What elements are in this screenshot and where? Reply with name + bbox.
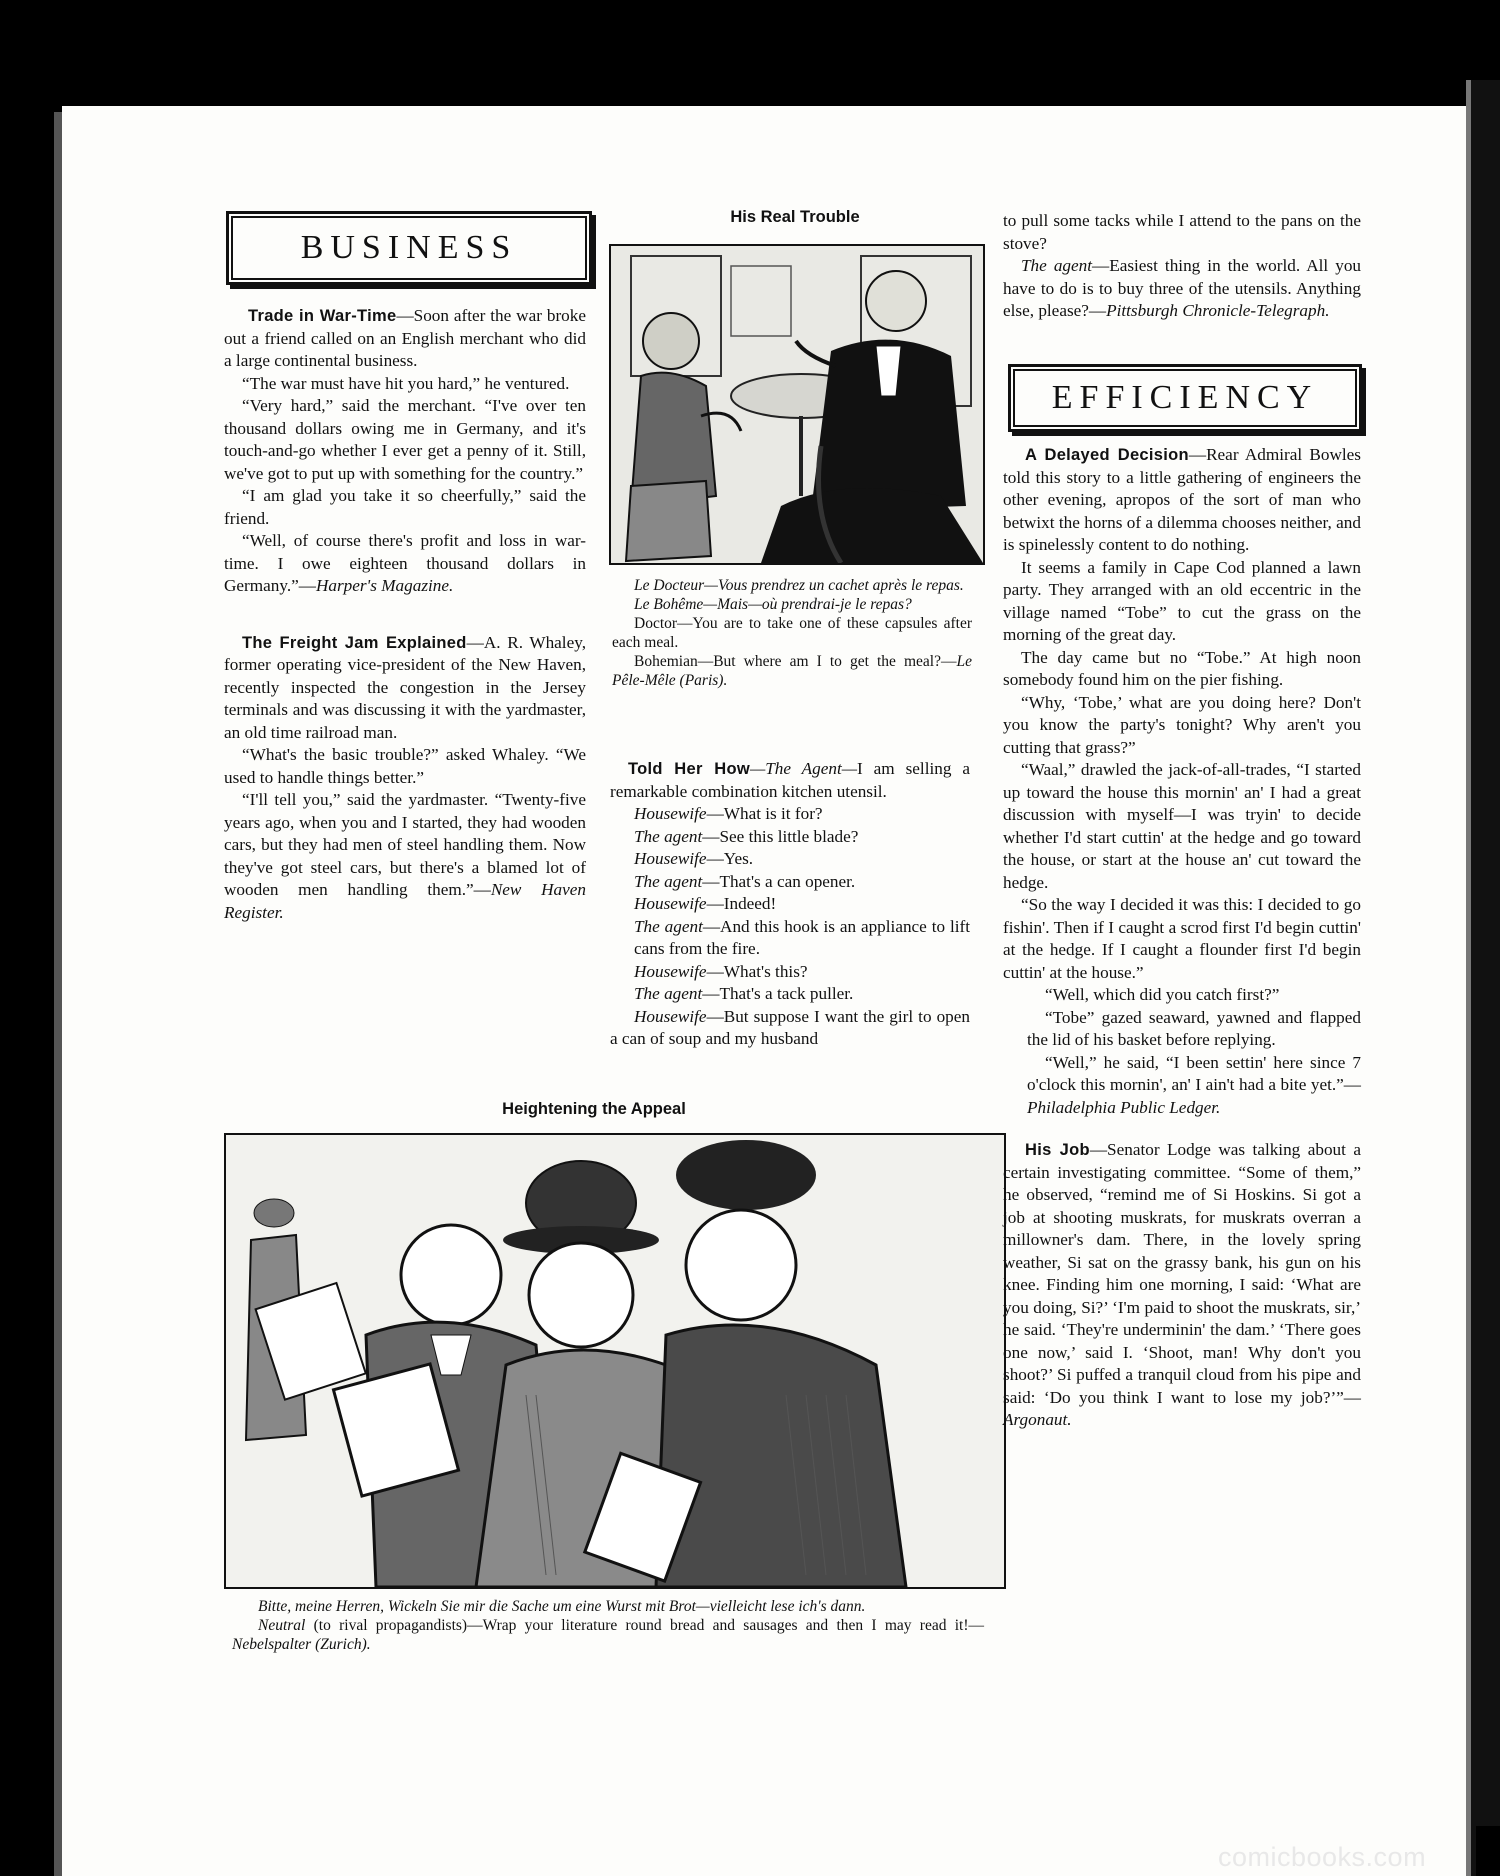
caption-his-real-trouble: Le Docteur—Vous prendrez un cachet après le repas. Le Bohême—Mais—où prendrai-je le repas? Doctor—You are to take one of these capsules after each meal. Bohemian—But where am I to get the meal?—Le Pêle-Mêle (Paris).	[612, 577, 972, 689]
cartoon-title-heightening-the-appeal: Heightening the Appeal	[502, 1100, 686, 1118]
efficiency-section-header	[1008, 364, 1362, 432]
dialogue-line: Housewife—Yes.	[634, 849, 754, 868]
book-spine-edge	[1466, 80, 1500, 1876]
article-title: His Job	[1025, 1141, 1090, 1159]
paragraph: “Very hard,” said the merchant. “I've over ten thousand dollars owing me in Germany, and it's touch-and-go whether I ever get a penny of it. Still, we've got to put up with something for the country.”	[224, 396, 586, 483]
paragraph: “What's the basic trouble?” asked Whaley. “We used to handle things better.”	[224, 745, 586, 787]
dialogue-line: Housewife—But suppose I want the girl to open a can of soup and my husband	[610, 1006, 970, 1048]
propagandists-illustration	[226, 1135, 1004, 1587]
article-title: The Freight Jam Explained	[242, 633, 467, 652]
efficiency-section-title: EFFICIENCY	[1013, 369, 1357, 427]
dialogue-line: The agent—See this little blade?	[634, 826, 859, 846]
article-trade-in-war-time: Trade in War-Time—Soon after the war broke out a friend called on an English merchant who did a large continental business.	[224, 306, 586, 370]
paragraph: “I am glad you take it so cheerfully,” said the friend.	[224, 486, 586, 528]
source-credit: Argonaut.	[1003, 1410, 1072, 1429]
efficiency-column: A Delayed Decision—Rear Admiral Bowles told this story to a little gathering of engineers the other evening, apropos of the sort of man who betwixt the horns of a dilemma chooses neither, and is spinelessly content to do nothing. It seems a family in Cape Cod planned a lawn party. They arranged with an old eccentric in the village named “Tobe” to cut the grass on the morning of the great day. The day came but no “Tobe.” At high noon somebody found him on the pier fishing. “Why, ‘Tobe,’ what are you doing here? Don't you know the party's tonight? Why aren't you cutting that grass?” “Waal,” drawled the jack-of-all-trades, “I started up toward the house this mornin' an' I had a great discussion with myself—I was tryin' to decide whether I'd start cuttin' at the hedge and go toward the house, or start at the house an' cut toward the hedge. “So the way I decided it was this: I decided to go fishin'. Then if I caught a scrod first I'd begin cuttin' at the hedge. If I caught a flounder first I'd begin cuttin' at the house.” “Well, which did you catch first?” “Tobe” gazed seaward, yawned and flapped the lid of his basket before replying. “Well,” he said, “I been settin' here since 7 o'clock this mornin', an' I ain't had a bite yet.”—Philadelphia Public Ledger. His Job—Senator Lodge was talking about a certain investigating committee. “Some of them,” he observed, “remind me of Si Hoskins. Si got a job at shooting muskrats, for muskrats overran a millowner's dam. There, in the lovely spring weather, Si sat on the grassy bank, his gun on his knee. Finding him one morning, I said: ‘What are you doing, Si?’ ‘I'm paid to shoot the muskrats, sir,’ he said. ‘They're underminin' the dam.’ ‘There goes one now,’ said I. ‘Shoot, man! Why don't you shoot?’ Si puffed a tranquil cloud from his pipe and said: ‘Do you think I want to lose my job?’”—Argonaut.	[1003, 444, 1361, 1432]
dialogue-line: Housewife—What is it for?	[634, 804, 823, 823]
paragraph: “Well, of course there's profit and loss in war-time. I owe eighteen thousand dollars in Germany.”—Harper's Magazine.	[224, 531, 586, 595]
source-credit: New Haven Register.	[224, 880, 586, 922]
article-delayed-decision: A Delayed Decision—Rear Admiral Bowles told this story to a little gathering of engineers the other evening, apropos of the sort of man who betwixt the horns of a dilemma chooses neither, and is spinelessly content to do nothing.	[1003, 445, 1361, 554]
article-title: Trade in War-Time	[248, 307, 397, 325]
dialogue-line: The agent—That's a tack puller.	[634, 984, 854, 1003]
source-credit: Nebelspalter (Zurich).	[232, 1636, 371, 1653]
told-her-how-continued: to pull some tacks while I attend to the pans on the stove? The agent—Easiest thing in the world. All you have to do is to buy three of the utensils. Anything else, please?—Pittsburgh Chronicle-Telegraph.	[1003, 211, 1362, 320]
business-section-header	[226, 211, 592, 285]
cartoon-heightening-the-appeal	[224, 1133, 1006, 1589]
paragraph: “I'll tell you,” said the yardmaster. “Twenty-five years ago, when you and I started, they had wooden cars, but they had men of steel handling them. Now they've got steel cars, but there's a blamed lot of wooden men handling them.”—New Haven Register.	[224, 790, 586, 922]
business-column	[224, 305, 586, 924]
paragraph: “The war must have hit you hard,” he ventured.	[242, 373, 570, 393]
cartoon-his-real-trouble	[609, 244, 985, 565]
dialogue-line: Housewife—Indeed!	[634, 894, 777, 913]
cartoon-title-his-real-trouble: His Real Trouble	[730, 208, 860, 226]
source-credit: Philadelphia Public Ledger.	[1027, 1097, 1221, 1117]
caption-heightening-the-appeal: Bitte, meine Herren, Wickeln Sie mir die Sache um eine Wurst mit Brot—vielleicht lese ich's dann. Neutral (to rival propagandists)—Wrap your literature round bread and sausages and then I may read it!—Nebelspalter (Zurich).	[232, 1598, 984, 1653]
dialogue-line: The agent—And this hook is an appliance to lift cans from the fire.	[634, 916, 970, 958]
article-title: A Delayed Decision	[1025, 446, 1189, 464]
source-credit: Le Pêle-Mêle (Paris).	[612, 653, 972, 689]
dialogue-line: The agent—That's a can opener.	[634, 871, 856, 891]
source-credit: Pittsburgh Chronicle-Telegraph.	[1106, 301, 1330, 320]
article-title: Told Her How	[628, 760, 750, 778]
dialogue-line: Housewife—What's this?	[634, 961, 808, 981]
told-her-how-article: Told Her How—The Agent—I am selling a remarkable combination kitchen utensil. Housewife—What is it for? The agent—See this little blade? Housewife—Yes. The agent—That's a can opener. Housewife—Indeed! The agent—And this hook is an appliance to lift cans from the fire. Housewife—What's this? The agent—That's a tack puller. Housewife—But suppose I want the girl to open a can of soup and my husband	[610, 758, 970, 1051]
article-his-job: His Job—Senator Lodge was talking about a certain investigating committee. “Some of them,” he observed, “remind me of Si Hoskins. Si got a job at shooting muskrats, for muskrats overran a millowner's dam. There, in the lovely spring weather, Si sat on the grassy bank, his gun on his knee. Finding him one morning, I said: ‘What are you doing, Si?’ ‘I'm paid to shoot the muskrats, sir,’ he said. ‘They're underminin' the dam.’ ‘There goes one now,’ said I. ‘Shoot, man! Why don't you shoot?’ Si puffed a tranquil cloud from his pipe and said: ‘Do you think I want to lose my job?’”—Argonaut.	[1003, 1140, 1361, 1429]
article-freight-jam: The Freight Jam Explained—A. R. Whaley, former operating vice-president of the New Haven, recently inspected the congestion in the Jersey terminals and was discussing it with the yardmaster, an old time railroad man.	[224, 632, 586, 742]
page-tab	[1476, 1826, 1500, 1876]
watermark: comicbooks.com	[1218, 1842, 1427, 1872]
source-credit: Harper's Magazine.	[315, 576, 454, 595]
doctor-and-bohemian-illustration	[611, 246, 983, 563]
business-section-title: BUSINESS	[231, 216, 587, 280]
page-edge-left	[54, 112, 62, 1876]
dialogue-list	[610, 803, 970, 1051]
